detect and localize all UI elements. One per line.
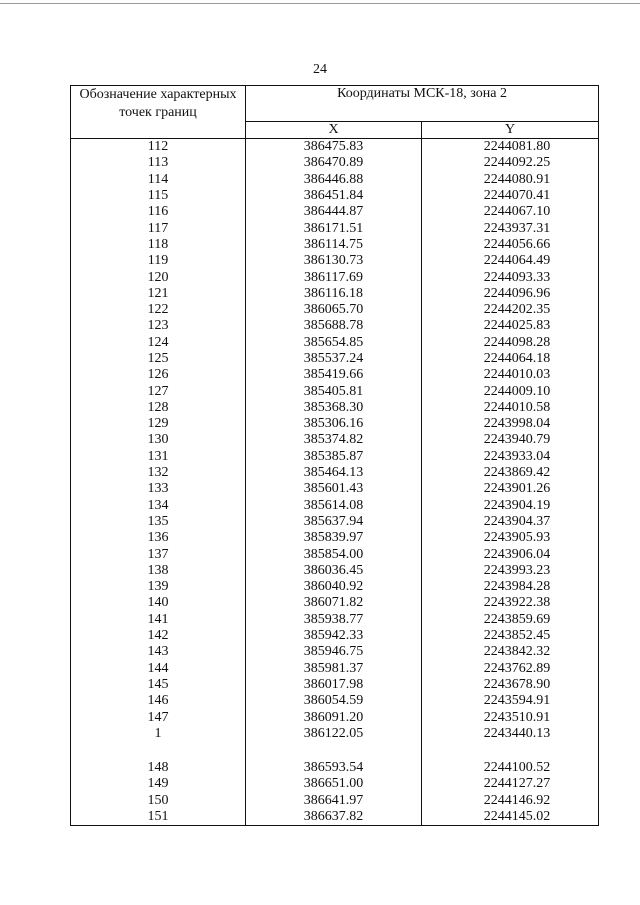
point-number: 134	[71, 498, 246, 514]
y-coordinate: 2243904.37	[422, 514, 599, 530]
y-coordinate: 2244100.52	[422, 760, 599, 776]
point-number: 146	[71, 693, 246, 709]
y-coordinate: 2243993.23	[422, 563, 599, 579]
y-coordinate	[422, 742, 599, 760]
table-row	[71, 318, 599, 334]
table-row	[71, 204, 599, 220]
table-row	[71, 400, 599, 416]
header-y: Y	[422, 121, 599, 138]
x-coordinate: 385688.78	[246, 318, 422, 334]
table-header	[71, 86, 599, 139]
y-coordinate: 2244080.91	[422, 172, 599, 188]
x-coordinate: 386040.92	[246, 579, 422, 595]
table-row	[71, 776, 599, 792]
y-coordinate: 2243906.04	[422, 546, 599, 562]
y-coordinate: 2243922.38	[422, 595, 599, 611]
point-number: 132	[71, 465, 246, 481]
point-number: 124	[71, 335, 246, 351]
table-row	[71, 416, 599, 432]
x-coordinate: 385854.00	[246, 546, 422, 562]
y-coordinate: 2243678.90	[422, 677, 599, 693]
table-row	[71, 172, 599, 188]
y-coordinate: 2243901.26	[422, 481, 599, 497]
y-coordinate: 2243762.89	[422, 661, 599, 677]
x-coordinate: 386091.20	[246, 709, 422, 725]
table-row	[71, 612, 599, 628]
table-row	[71, 269, 599, 285]
x-coordinate	[246, 742, 422, 760]
page-number: 24	[313, 62, 327, 77]
table-row	[71, 742, 599, 760]
x-coordinate: 385464.13	[246, 465, 422, 481]
table-row	[71, 530, 599, 546]
x-coordinate: 386651.00	[246, 776, 422, 792]
table-row	[71, 595, 599, 611]
x-coordinate: 386036.45	[246, 563, 422, 579]
table-row	[71, 155, 599, 171]
point-number: 133	[71, 481, 246, 497]
table-row	[71, 481, 599, 497]
point-number: 119	[71, 253, 246, 269]
point-number: 131	[71, 449, 246, 465]
y-coordinate: 2243940.79	[422, 432, 599, 448]
point-number: 141	[71, 612, 246, 628]
x-coordinate: 386451.84	[246, 188, 422, 204]
table-row	[71, 709, 599, 725]
table-row	[71, 546, 599, 562]
x-coordinate: 385654.85	[246, 335, 422, 351]
x-coordinate: 385601.43	[246, 481, 422, 497]
table-row	[71, 383, 599, 399]
table-row	[71, 726, 599, 742]
point-number: 139	[71, 579, 246, 595]
y-coordinate: 2244092.25	[422, 155, 599, 171]
y-coordinate: 2244010.03	[422, 367, 599, 383]
y-coordinate: 2244064.49	[422, 253, 599, 269]
y-coordinate: 2244145.02	[422, 809, 599, 826]
y-coordinate: 2244098.28	[422, 335, 599, 351]
x-coordinate: 385537.24	[246, 351, 422, 367]
table-row	[71, 139, 599, 156]
y-coordinate: 2243852.45	[422, 628, 599, 644]
y-coordinate: 2244146.92	[422, 793, 599, 809]
coordinates-table	[70, 85, 599, 826]
point-number: 1	[71, 726, 246, 742]
table-body	[71, 139, 599, 826]
y-coordinate: 2243440.13	[422, 726, 599, 742]
x-coordinate: 385981.37	[246, 661, 422, 677]
table-row	[71, 809, 599, 826]
point-number: 117	[71, 220, 246, 236]
point-number	[71, 742, 246, 760]
y-coordinate: 2243937.31	[422, 220, 599, 236]
page-top-edge	[0, 3, 640, 4]
table-row	[71, 449, 599, 465]
table-row	[71, 351, 599, 367]
table-row	[71, 693, 599, 709]
table-row	[71, 628, 599, 644]
x-coordinate: 385405.81	[246, 383, 422, 399]
x-coordinate: 385942.33	[246, 628, 422, 644]
point-number: 122	[71, 302, 246, 318]
table-row	[71, 286, 599, 302]
y-coordinate: 2243984.28	[422, 579, 599, 595]
y-coordinate: 2244081.80	[422, 139, 599, 156]
y-coordinate: 2244025.83	[422, 318, 599, 334]
x-coordinate: 386116.18	[246, 286, 422, 302]
point-number: 150	[71, 793, 246, 809]
point-number: 130	[71, 432, 246, 448]
point-number: 125	[71, 351, 246, 367]
x-coordinate: 386054.59	[246, 693, 422, 709]
x-coordinate: 386444.87	[246, 204, 422, 220]
point-number: 128	[71, 400, 246, 416]
point-number: 145	[71, 677, 246, 693]
x-coordinate: 386593.54	[246, 760, 422, 776]
point-number: 136	[71, 530, 246, 546]
y-coordinate: 2244127.27	[422, 776, 599, 792]
table-row	[71, 432, 599, 448]
point-number: 118	[71, 237, 246, 253]
x-coordinate: 386470.89	[246, 155, 422, 171]
table-row	[71, 465, 599, 481]
y-coordinate: 2244096.96	[422, 286, 599, 302]
table-row	[71, 498, 599, 514]
y-coordinate: 2243842.32	[422, 644, 599, 660]
y-coordinate: 2243859.69	[422, 612, 599, 628]
point-number: 115	[71, 188, 246, 204]
header-point-designation: Обозначение характерных точек границ	[71, 86, 246, 139]
table-row	[71, 302, 599, 318]
x-coordinate: 386017.98	[246, 677, 422, 693]
y-coordinate: 2244009.10	[422, 383, 599, 399]
table-row	[71, 367, 599, 383]
table-row	[71, 677, 599, 693]
table-row	[71, 253, 599, 269]
y-coordinate: 2243594.91	[422, 693, 599, 709]
y-coordinate: 2244064.18	[422, 351, 599, 367]
point-number: 129	[71, 416, 246, 432]
x-coordinate: 385419.66	[246, 367, 422, 383]
x-coordinate: 386641.97	[246, 793, 422, 809]
point-number: 123	[71, 318, 246, 334]
y-coordinate: 2244093.33	[422, 269, 599, 285]
point-number: 140	[71, 595, 246, 611]
y-coordinate: 2244010.58	[422, 400, 599, 416]
table-row	[71, 661, 599, 677]
y-coordinate: 2243933.04	[422, 449, 599, 465]
point-number: 148	[71, 760, 246, 776]
x-coordinate: 386475.83	[246, 139, 422, 156]
table-row	[71, 579, 599, 595]
y-coordinate: 2243905.93	[422, 530, 599, 546]
point-number: 144	[71, 661, 246, 677]
y-coordinate: 2243510.91	[422, 709, 599, 725]
header-coordinates-system: Координаты МСК-18, зона 2	[246, 86, 599, 122]
x-coordinate: 385306.16	[246, 416, 422, 432]
y-coordinate: 2243904.19	[422, 498, 599, 514]
table-row	[71, 644, 599, 660]
x-coordinate: 385368.30	[246, 400, 422, 416]
point-number: 135	[71, 514, 246, 530]
x-coordinate: 385374.82	[246, 432, 422, 448]
point-number: 143	[71, 644, 246, 660]
x-coordinate: 386446.88	[246, 172, 422, 188]
point-number: 151	[71, 809, 246, 826]
x-coordinate: 385946.75	[246, 644, 422, 660]
table-row	[71, 793, 599, 809]
table-row	[71, 237, 599, 253]
x-coordinate: 385839.97	[246, 530, 422, 546]
x-coordinate: 386122.05	[246, 726, 422, 742]
x-coordinate: 385614.08	[246, 498, 422, 514]
header-x: X	[246, 121, 422, 138]
y-coordinate: 2243869.42	[422, 465, 599, 481]
y-coordinate: 2243998.04	[422, 416, 599, 432]
point-number: 127	[71, 383, 246, 399]
x-coordinate: 386071.82	[246, 595, 422, 611]
y-coordinate: 2244070.41	[422, 188, 599, 204]
point-number: 149	[71, 776, 246, 792]
y-coordinate: 2244067.10	[422, 204, 599, 220]
point-number: 120	[71, 269, 246, 285]
table-row	[71, 335, 599, 351]
table-row	[71, 220, 599, 236]
x-coordinate: 386637.82	[246, 809, 422, 826]
y-coordinate: 2244056.66	[422, 237, 599, 253]
point-number: 121	[71, 286, 246, 302]
point-number: 138	[71, 563, 246, 579]
point-number: 142	[71, 628, 246, 644]
table-row	[71, 514, 599, 530]
x-coordinate: 386114.75	[246, 237, 422, 253]
x-coordinate: 385938.77	[246, 612, 422, 628]
table-row	[71, 563, 599, 579]
point-number: 112	[71, 139, 246, 156]
table-row	[71, 188, 599, 204]
point-number: 126	[71, 367, 246, 383]
x-coordinate: 386171.51	[246, 220, 422, 236]
x-coordinate: 386117.69	[246, 269, 422, 285]
x-coordinate: 385637.94	[246, 514, 422, 530]
x-coordinate: 385385.87	[246, 449, 422, 465]
y-coordinate: 2244202.35	[422, 302, 599, 318]
point-number: 137	[71, 546, 246, 562]
point-number: 113	[71, 155, 246, 171]
point-number: 147	[71, 709, 246, 725]
point-number: 114	[71, 172, 246, 188]
table-row	[71, 760, 599, 776]
x-coordinate: 386130.73	[246, 253, 422, 269]
x-coordinate: 386065.70	[246, 302, 422, 318]
point-number: 116	[71, 204, 246, 220]
